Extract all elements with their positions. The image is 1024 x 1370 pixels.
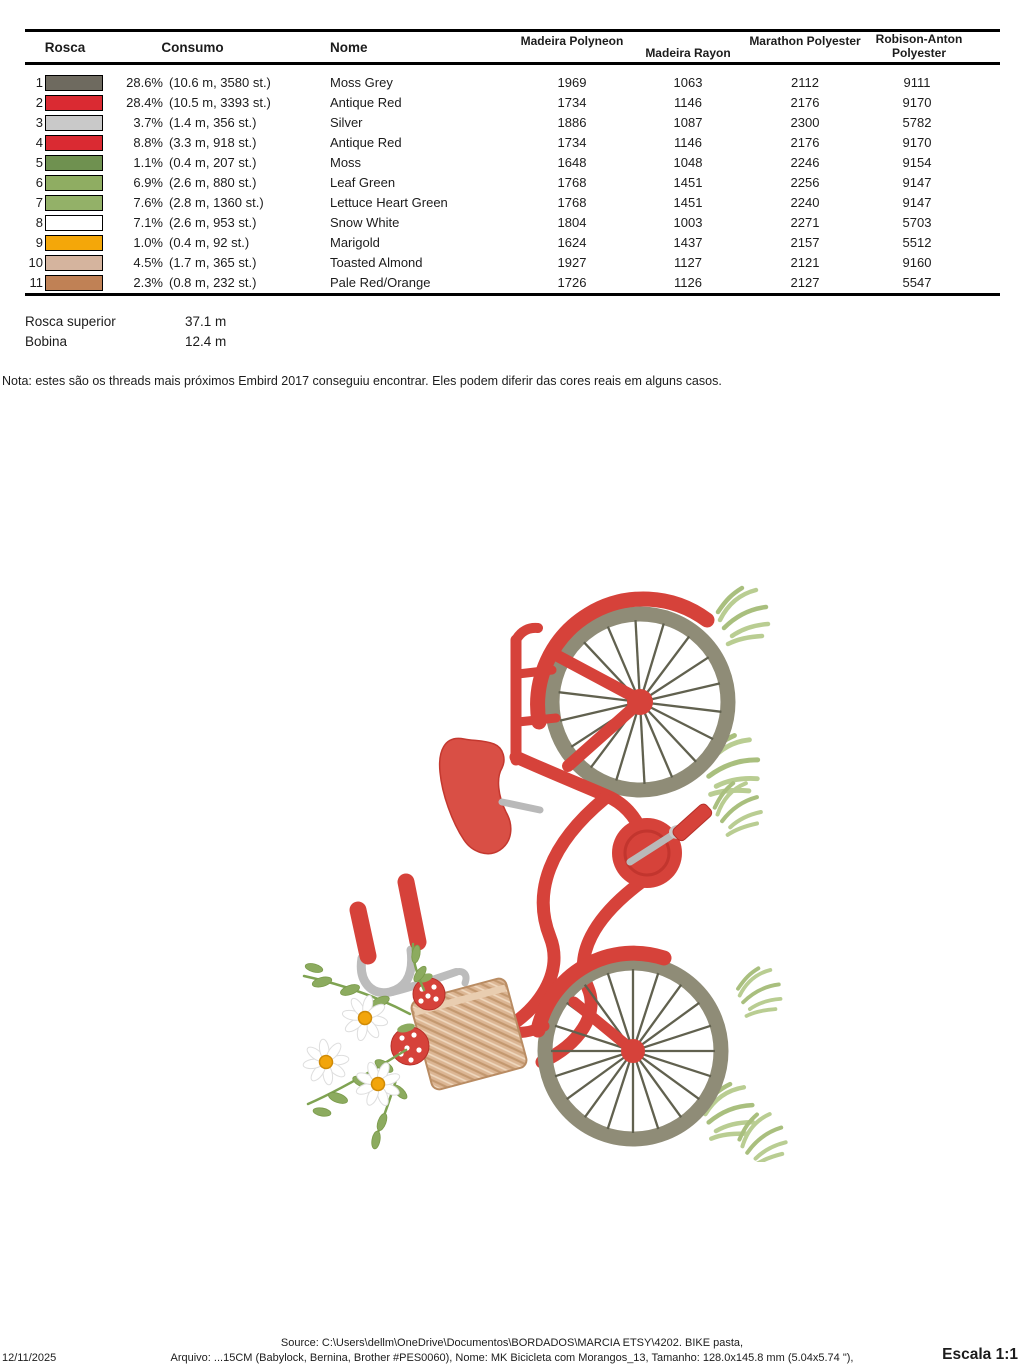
thread-name: Lettuce Heart Green — [330, 195, 448, 210]
thread-code-madeira-rayon: 1451 — [673, 195, 703, 210]
thread-code-robison-anton: 9147 — [902, 175, 932, 190]
header-rosca: Rosca — [44, 39, 86, 55]
thread-code-robison-anton: 5547 — [902, 275, 932, 290]
thread-index: 7 — [35, 195, 43, 210]
thread-index: 11 — [29, 275, 43, 290]
thread-index: 4 — [35, 135, 43, 150]
thread-name: Pale Red/Orange — [330, 275, 431, 290]
handlebar-grip-left — [358, 910, 368, 956]
thread-code-madeira-polyneon: 1624 — [557, 235, 587, 250]
thread-code-madeira-rayon: 1127 — [674, 255, 702, 270]
thread-row — [25, 233, 1000, 253]
thread-index: 8 — [35, 215, 43, 230]
thread-code-robison-anton: 9170 — [902, 135, 932, 150]
thread-code-marathon-polyester: 2176 — [790, 95, 820, 110]
thread-code-marathon-polyester: 2256 — [790, 175, 820, 190]
thread-name: Antique Red — [330, 135, 402, 150]
summary-value: 12.4 m — [185, 334, 227, 349]
thread-code-madeira-rayon: 1126 — [674, 275, 702, 290]
thread-code-madeira-rayon: 1451 — [673, 175, 703, 190]
thread-row — [25, 153, 1000, 173]
header-nome: Nome — [330, 39, 368, 55]
thread-code-madeira-polyneon: 1768 — [557, 175, 587, 190]
thread-consumption: 28.4% (10.5 m, 3393 st.) — [126, 95, 271, 110]
thread-code-madeira-polyneon: 1768 — [557, 195, 587, 210]
thread-code-madeira-polyneon: 1969 — [557, 75, 587, 90]
thread-color-swatch — [45, 255, 103, 271]
thread-color-swatch — [45, 215, 103, 231]
thread-code-robison-anton: 9160 — [902, 255, 932, 270]
header-marathon-polyester: Marathon Polyester — [749, 34, 861, 48]
thread-code-marathon-polyester: 2246 — [790, 155, 820, 170]
thread-color-swatch — [45, 155, 103, 171]
thread-code-madeira-polyneon: 1648 — [557, 155, 587, 170]
thread-row — [25, 253, 1000, 273]
thread-code-marathon-polyester: 2157 — [790, 235, 820, 250]
thread-code-madeira-rayon: 1146 — [674, 95, 702, 110]
thread-index: 6 — [35, 175, 43, 190]
thread-row — [25, 273, 1000, 293]
thread-table — [25, 29, 1000, 296]
thread-code-robison-anton: 5782 — [902, 115, 932, 130]
thread-consumption: 7.1% (2.6 m, 953 st.) — [133, 215, 257, 230]
thread-row — [25, 173, 1000, 193]
thread-index: 1 — [35, 75, 43, 90]
thread-consumption: 1.1% (0.4 m, 207 st.) — [133, 155, 257, 170]
thread-summary — [25, 312, 226, 352]
thread-color-swatch — [45, 95, 103, 111]
thread-code-robison-anton: 9170 — [902, 95, 932, 110]
thread-color-swatch — [45, 115, 103, 131]
thread-code-madeira-rayon: 1437 — [673, 235, 703, 250]
thread-consumption: 4.5% (1.7 m, 365 st.) — [133, 255, 257, 270]
thread-code-madeira-rayon: 1146 — [674, 135, 702, 150]
thread-index: 2 — [35, 95, 43, 110]
header-consumo: Consumo — [161, 39, 224, 55]
thread-code-madeira-polyneon: 1726 — [557, 275, 587, 290]
rear-hub — [627, 689, 653, 715]
thread-color-swatch — [45, 75, 103, 91]
seat-post — [502, 802, 540, 810]
thread-code-marathon-polyester: 2300 — [790, 115, 820, 130]
footer-source-path: Source: C:\Users\dellm\OneDrive\Documentos\BORDADOS\MARCIA ETSY\4202. BIKE pasta, — [280, 1337, 744, 1349]
header-madeira-rayon: Madeira Rayon — [645, 46, 731, 60]
thread-code-marathon-polyester: 2112 — [791, 75, 819, 90]
thread-code-madeira-rayon: 1087 — [673, 115, 703, 130]
thread-index: 3 — [35, 115, 43, 130]
note-text: Nota: estes são os threads mais próximos Embird 2017 conseguiu encontrar. Eles podem diferir das cores reais em alguns casos. — [2, 374, 722, 388]
daisy — [300, 1036, 352, 1088]
handlebar-grip-right — [406, 882, 418, 942]
thread-code-madeira-rayon: 1048 — [673, 155, 703, 170]
thread-color-swatch — [45, 135, 103, 151]
thread-name: Antique Red — [330, 95, 402, 110]
thread-consumption: 6.9% (2.6 m, 880 st.) — [133, 175, 257, 190]
thread-code-madeira-rayon: 1003 — [673, 215, 703, 230]
thread-code-robison-anton: 9154 — [902, 155, 932, 170]
thread-color-swatch — [45, 235, 103, 251]
thread-consumption: 8.8% (3.3 m, 918 st.) — [133, 135, 257, 150]
thread-name: Toasted Almond — [330, 255, 423, 270]
thread-name: Moss — [330, 155, 362, 170]
thread-code-madeira-polyneon: 1734 — [557, 135, 587, 150]
thread-name: Snow White — [330, 215, 400, 230]
header-robison-anton: Robison-Anton Polyester — [875, 32, 963, 60]
embroidery-design-bicycle — [292, 582, 792, 1162]
thread-code-robison-anton: 5512 — [902, 235, 932, 250]
thread-code-madeira-polyneon: 1886 — [557, 115, 587, 130]
thread-index: 5 — [35, 155, 43, 170]
thread-code-madeira-polyneon: 1927 — [557, 255, 587, 270]
handlebars — [358, 882, 466, 993]
thread-name: Leaf Green — [330, 175, 396, 190]
thread-code-marathon-polyester: 2121 — [790, 255, 820, 270]
thread-code-marathon-polyester: 2271 — [790, 215, 820, 230]
summary-label: Rosca superior — [25, 314, 116, 329]
thread-index: 9 — [35, 235, 43, 250]
thread-row — [25, 193, 1000, 213]
thread-rows — [25, 65, 1000, 293]
summary-value: 37.1 m — [185, 314, 227, 329]
thread-code-robison-anton: 9147 — [902, 195, 932, 210]
thread-consumption: 28.6% (10.6 m, 3580 st.) — [126, 75, 271, 90]
thread-consumption: 7.6% (2.8 m, 1360 st.) — [133, 195, 264, 210]
thread-color-swatch — [45, 275, 103, 291]
summary-label: Bobina — [25, 334, 68, 349]
thread-code-robison-anton: 9111 — [903, 75, 931, 90]
header-madeira-polyneon: Madeira Polyneon — [520, 34, 624, 48]
pedal — [671, 802, 714, 843]
thread-row — [25, 133, 1000, 153]
thread-code-marathon-polyester: 2240 — [790, 195, 820, 210]
thread-name: Moss Grey — [330, 75, 393, 90]
thread-row — [25, 213, 1000, 233]
thread-code-madeira-polyneon: 1734 — [557, 95, 587, 110]
footer-scale-label: Escala 1:1 — [942, 1346, 1018, 1363]
thread-index: 10 — [28, 255, 43, 270]
thread-consumption: 2.3% (0.8 m, 232 st.) — [133, 275, 257, 290]
footer-date: 12/11/2025 — [2, 1352, 57, 1364]
thread-consumption: 1.0% (0.4 m, 92 st.) — [133, 235, 250, 250]
thread-color-swatch — [45, 175, 103, 191]
thread-row — [25, 113, 1000, 133]
table-header — [25, 32, 1000, 62]
thread-name: Marigold — [330, 235, 380, 250]
summary-row-upper-thread — [25, 312, 226, 332]
thread-code-madeira-rayon: 1063 — [673, 75, 703, 90]
thread-code-marathon-polyester: 2176 — [790, 135, 820, 150]
thread-code-marathon-polyester: 2127 — [790, 275, 820, 290]
front-hub — [621, 1039, 645, 1063]
thread-code-robison-anton: 5703 — [902, 215, 932, 230]
summary-row-bobbin — [25, 332, 226, 352]
footer-file-info: Arquivo: ...15CM (Babylock, Bernina, Brother #PES0060), Nome: MK Bicicleta com Morangos_13, Tamanho: 128.0x145.8 mm (5.04x5.74 "), — [170, 1352, 854, 1364]
thread-name: Silver — [330, 115, 363, 130]
thread-row — [25, 93, 1000, 113]
thread-row — [25, 73, 1000, 93]
thread-color-swatch — [45, 195, 103, 211]
thread-consumption: 3.7% (1.4 m, 356 st.) — [133, 115, 257, 130]
thread-code-madeira-polyneon: 1804 — [557, 215, 587, 230]
